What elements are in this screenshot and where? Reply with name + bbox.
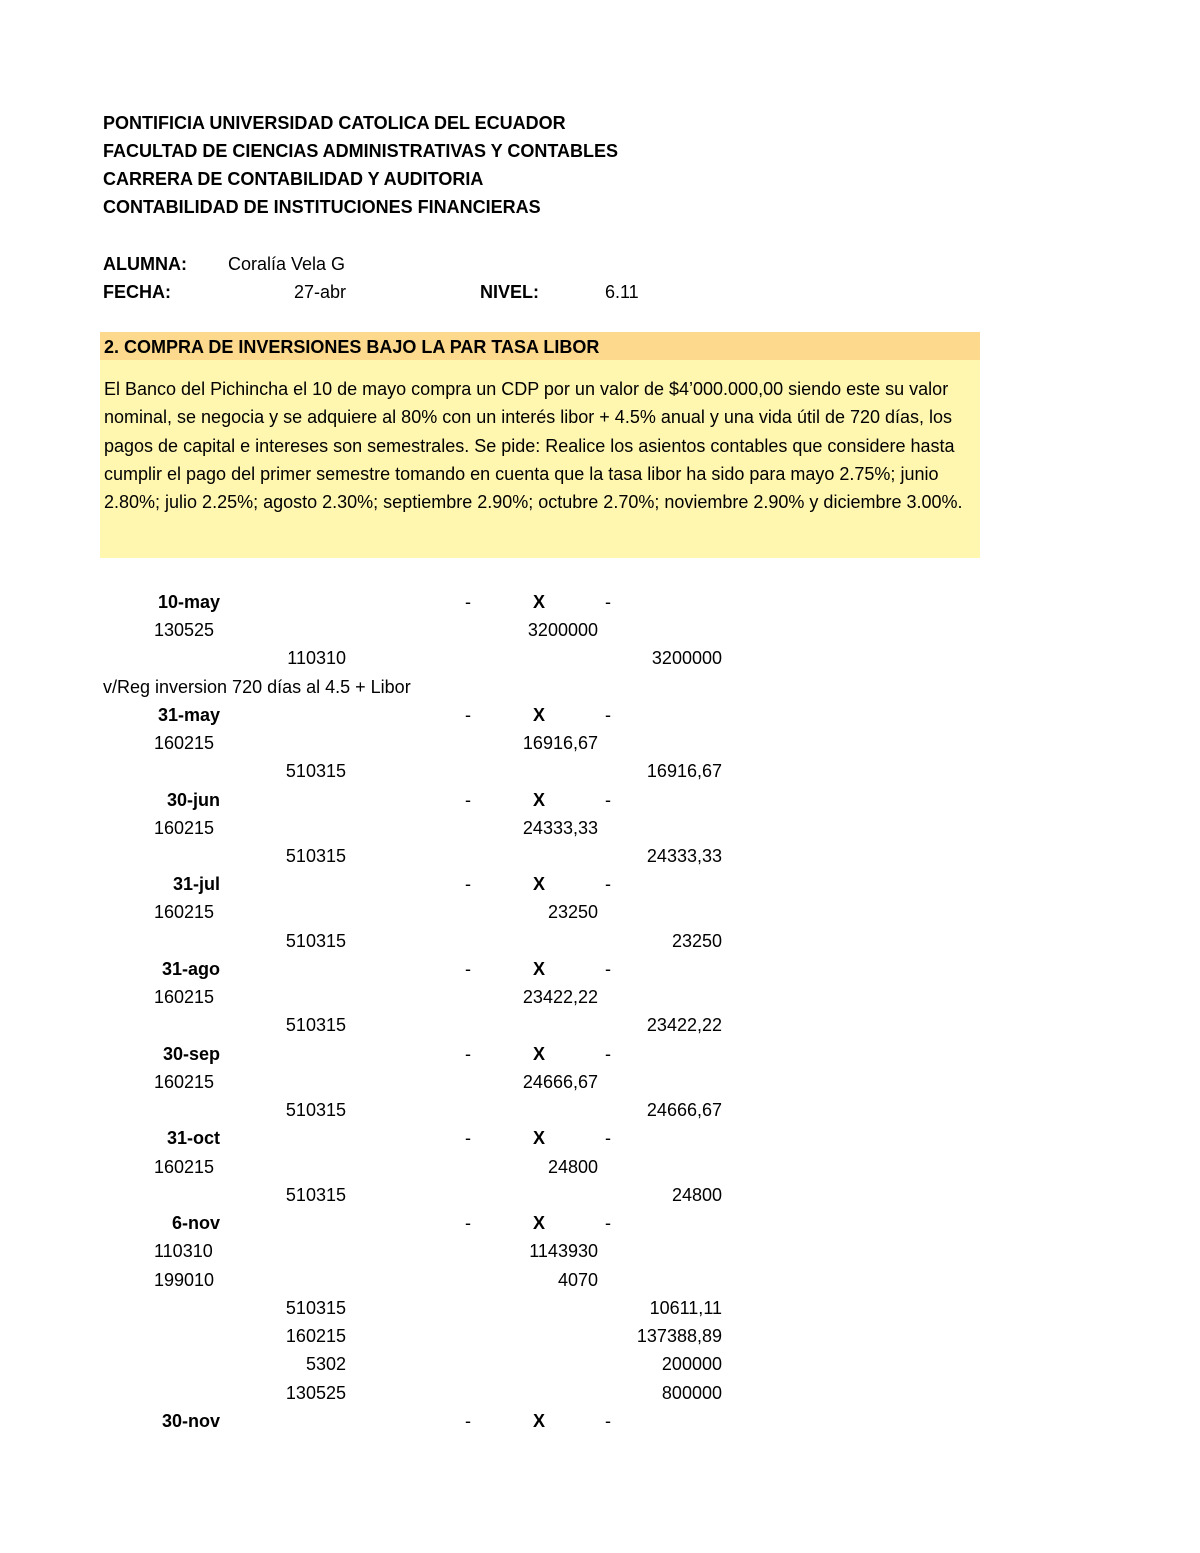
credit-amount: 23250 bbox=[671, 931, 722, 951]
dash: - bbox=[465, 1044, 471, 1064]
dash: - bbox=[605, 790, 611, 810]
debit-account: 160215 bbox=[154, 902, 215, 922]
credit-amount: 16916,67 bbox=[646, 761, 722, 781]
x-mark: X bbox=[533, 1411, 546, 1431]
entry-date: 30-nov bbox=[161, 1411, 220, 1431]
dash: - bbox=[605, 1411, 611, 1431]
dash: - bbox=[465, 592, 471, 612]
debit-amount: 23250 bbox=[547, 902, 598, 922]
debit-account: 160215 bbox=[154, 987, 215, 1007]
entry-date: 30-jun bbox=[166, 790, 220, 810]
student-label: ALUMNA: bbox=[103, 254, 187, 274]
dash: - bbox=[465, 705, 471, 725]
debit-amount: 23422,22 bbox=[522, 987, 598, 1007]
x-mark: X bbox=[533, 1213, 546, 1233]
debit-account: 110310 bbox=[154, 1241, 213, 1261]
debit-account: 160215 bbox=[154, 733, 215, 753]
debit-account: 199010 bbox=[154, 1270, 215, 1290]
credit-account: 510315 bbox=[285, 761, 346, 781]
credit-amount: 24333,33 bbox=[646, 846, 722, 866]
level-label: NIVEL: bbox=[480, 282, 540, 302]
entry-date: 31-jul bbox=[172, 874, 220, 894]
dash: - bbox=[465, 790, 471, 810]
credit-amount: 3200000 bbox=[651, 648, 722, 668]
debit-amount: 4070 bbox=[557, 1270, 598, 1290]
date-label: FECHA: bbox=[103, 282, 171, 302]
debit-amount: 16916,67 bbox=[522, 733, 598, 753]
dash: - bbox=[605, 1213, 611, 1233]
dash: - bbox=[605, 959, 611, 979]
problem-title: 2. COMPRA DE INVERSIONES BAJO LA PAR TASA LIBOR bbox=[104, 337, 600, 357]
entry-date: 31-may bbox=[157, 705, 220, 725]
university-name: PONTIFICIA UNIVERSIDAD CATOLICA DEL ECUADOR bbox=[103, 113, 566, 133]
career-name: CARRERA DE CONTABILIDAD Y AUDITORIA bbox=[103, 169, 484, 189]
debit-account: 160215 bbox=[154, 1157, 215, 1177]
debit-amount: 24800 bbox=[547, 1157, 598, 1177]
credit-account: 510315 bbox=[285, 1015, 346, 1035]
debit-account: 160215 bbox=[154, 818, 215, 838]
entry-date: 31-oct bbox=[166, 1128, 220, 1148]
credit-account: 5302 bbox=[305, 1354, 346, 1374]
dash: - bbox=[465, 1213, 471, 1233]
debit-amount: 1143930 bbox=[529, 1241, 598, 1261]
debit-amount: 24666,67 bbox=[522, 1072, 598, 1092]
dash: - bbox=[605, 1044, 611, 1064]
x-mark: X bbox=[533, 959, 546, 979]
credit-account: 510315 bbox=[285, 931, 346, 951]
credit-amount: 10611,11 bbox=[649, 1298, 722, 1318]
credit-account: 510315 bbox=[285, 1100, 346, 1120]
credit-account: 510315 bbox=[285, 846, 346, 866]
entry-date: 31-ago bbox=[161, 959, 220, 979]
credit-amount: 137388,89 bbox=[636, 1326, 722, 1346]
x-mark: X bbox=[533, 1128, 546, 1148]
course-name: CONTABILIDAD DE INSTITUCIONES FINANCIERAS bbox=[103, 197, 541, 217]
problem-title-bar bbox=[100, 332, 980, 360]
problem-statement: El Banco del Pichincha el 10 de mayo compra un CDP por un valor de $4’000.000,00 siendo este su valor nominal, se negocia y se adquiere al 80% con un interés libor + 4.5% anual y una vida útil de 720 días, los pagos de capital e intereses son semestrales. Se pide: Realice los asientos contables que considere hasta cumplir el pago del primer semestre tomando en cuenta que la tasa libor ha sido para mayo 2.75%; junio 2.80%; julio 2.25%; agosto 2.30%; septiembre 2.90%; octubre 2.70%; noviembre 2.90% y diciembre 3.00%. bbox=[104, 379, 963, 513]
debit-account: 130525 bbox=[154, 620, 215, 640]
dash: - bbox=[465, 874, 471, 894]
debit-account: 160215 bbox=[154, 1072, 215, 1092]
faculty-name: FACULTAD DE CIENCIAS ADMINISTRATIVAS Y CONTABLES bbox=[103, 141, 619, 161]
x-mark: X bbox=[533, 874, 546, 894]
student-name: Coralía Vela G bbox=[228, 254, 346, 274]
dash: - bbox=[605, 592, 611, 612]
credit-account: 130525 bbox=[285, 1383, 346, 1403]
entry-date: 6-nov bbox=[171, 1213, 220, 1233]
x-mark: X bbox=[533, 592, 546, 612]
dash: - bbox=[465, 959, 471, 979]
credit-amount: 24800 bbox=[671, 1185, 722, 1205]
entry-note: v/Reg inversion 720 días al 4.5 + Libor bbox=[103, 677, 411, 697]
credit-amount: 23422,22 bbox=[646, 1015, 722, 1035]
debit-amount: 3200000 bbox=[527, 620, 598, 640]
credit-amount: 24666,67 bbox=[646, 1100, 722, 1120]
dash: - bbox=[465, 1128, 471, 1148]
debit-amount: 24333,33 bbox=[522, 818, 598, 838]
x-mark: X bbox=[533, 1044, 546, 1064]
date-value: 27-abr bbox=[293, 282, 346, 302]
entry-date: 30-sep bbox=[162, 1044, 220, 1064]
dash: - bbox=[605, 1128, 611, 1148]
credit-amount: 200000 bbox=[661, 1354, 722, 1374]
credit-account: 160215 bbox=[285, 1326, 346, 1346]
dash: - bbox=[605, 874, 611, 894]
x-mark: X bbox=[533, 705, 546, 725]
dash: - bbox=[605, 705, 611, 725]
dash: - bbox=[465, 1411, 471, 1431]
credit-account: 110310 bbox=[287, 648, 346, 668]
level-value: 6.11 bbox=[605, 282, 639, 302]
credit-account: 510315 bbox=[285, 1298, 346, 1318]
problem-statement-box bbox=[100, 360, 980, 558]
credit-account: 510315 bbox=[285, 1185, 346, 1205]
credit-amount: 800000 bbox=[661, 1383, 722, 1403]
x-mark: X bbox=[533, 790, 546, 810]
entry-date: 10-may bbox=[157, 592, 220, 612]
